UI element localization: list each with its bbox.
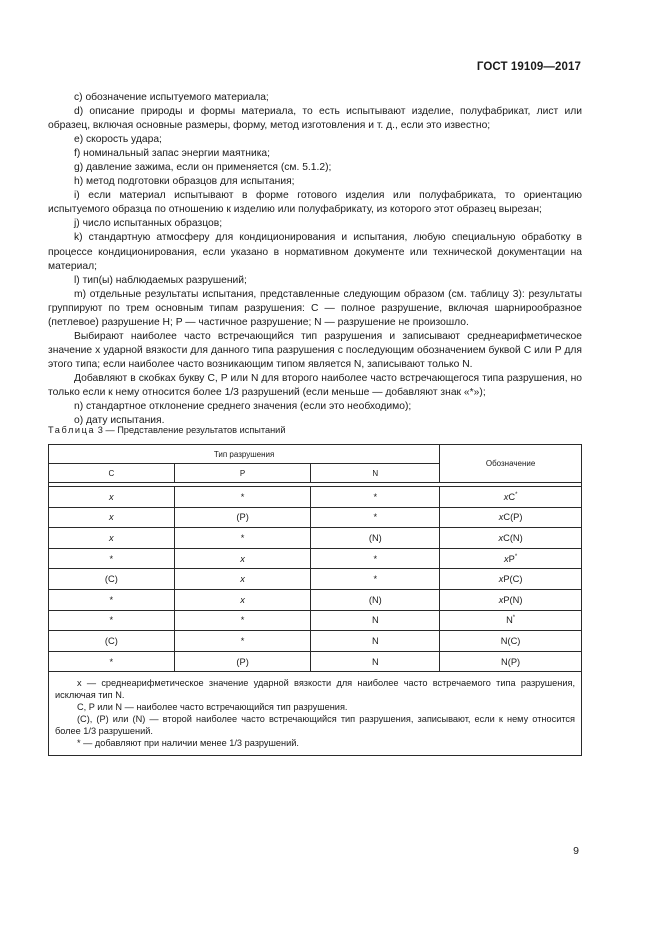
cell-p: x xyxy=(174,569,311,590)
cell-p: x xyxy=(174,548,311,569)
cell-c: * xyxy=(49,651,175,672)
designation-asterisk: * xyxy=(514,553,518,560)
paragraph-j: j) число испытанных образцов; xyxy=(74,218,223,230)
cell-n: * xyxy=(311,569,440,590)
cell-c: * xyxy=(49,610,175,631)
table-row xyxy=(49,487,582,508)
designation-value: xC(P) xyxy=(498,512,523,523)
cell-p: (P) xyxy=(174,651,311,672)
paragraph-o: o) дату испытания. xyxy=(74,415,165,427)
note-x: x — среднеарифметическое значение ударной вязкости для наиболее часто встречаемого типа разрушения, исключая тип N. xyxy=(55,678,575,701)
failure-type-header: Тип разрушения xyxy=(49,445,440,464)
table-notes xyxy=(49,672,582,756)
paragraph-f: f) номинальный запас энергии маятника; xyxy=(74,148,271,160)
cell-p: * xyxy=(174,631,311,652)
cell-designation xyxy=(440,651,582,672)
page-number: 9 xyxy=(573,845,579,857)
paragraph-l: l) тип(ы) наблюдаемых разрушений; xyxy=(74,274,247,286)
cell-p: x xyxy=(174,589,311,610)
table-caption-text: 3 — Представление результатов испытаний xyxy=(95,425,286,435)
cell-c: x xyxy=(49,487,175,508)
cell-c: x xyxy=(49,507,175,528)
paragraph-e: e) скорость удара; xyxy=(74,134,162,146)
cell-p: * xyxy=(174,528,311,549)
cell-c: x xyxy=(49,528,175,549)
designation-asterisk: * xyxy=(512,615,516,622)
table-row xyxy=(49,610,582,631)
cell-designation xyxy=(440,569,582,590)
cell-c: * xyxy=(49,589,175,610)
designation-value: xP(C) xyxy=(498,574,523,585)
cell-n: (N) xyxy=(311,589,440,610)
designation-value: N(C) xyxy=(500,635,521,646)
note-asterisk: * — добавляют при наличии менее 1/3 разрушений. xyxy=(77,738,299,749)
note-second-type: (C), (P) или (N) — второй наиболее часто встречающийся тип разрушения, записывают, если к нему относится более 1/3 разрушений. xyxy=(55,714,575,737)
designation-value: xP xyxy=(503,553,515,564)
cell-n: N xyxy=(311,610,440,631)
designation-value: N(P) xyxy=(501,656,521,667)
paragraph-k: k) стандартную атмосферу для кондиционирования и испытания, любую специальную обработку в процессе кондиционирования, если указано в нормативном документе или технической документации на материал; xyxy=(48,232,582,272)
table-row xyxy=(49,528,582,549)
designation-value: xP(N) xyxy=(498,594,523,605)
designation-value: xC(N) xyxy=(498,532,523,543)
cell-n: (N) xyxy=(311,528,440,549)
note-main-type: C, P или N — наиболее часто встречающийся тип разрушения. xyxy=(77,702,348,713)
cell-designation xyxy=(440,528,582,549)
cell-n: N xyxy=(311,631,440,652)
cell-p: * xyxy=(174,610,311,631)
paragraph-n: n) стандартное отклонение среднего значения (если это необходимо); xyxy=(74,401,412,413)
cell-c: (C) xyxy=(49,631,175,652)
table-row xyxy=(49,507,582,528)
designation-value: xC xyxy=(503,491,516,502)
table-row xyxy=(49,569,582,590)
paragraph-c: c) обозначение испытуемого материала; xyxy=(74,92,269,103)
cell-designation xyxy=(440,487,582,508)
designation-header: Обозначение xyxy=(440,445,582,483)
cell-n: * xyxy=(311,507,440,528)
cell-c: (C) xyxy=(49,569,175,590)
table-row xyxy=(49,548,582,569)
paragraph-h: h) метод подготовки образцов для испытания; xyxy=(74,176,295,188)
table-caption-label: Таблица xyxy=(48,425,96,435)
cell-designation xyxy=(440,631,582,652)
cell-designation xyxy=(440,548,582,569)
paragraph-i: i) если материал испытывают в форме готового изделия или полуфабриката, то ориентацию испытуемого образца по отношению к изделию или полуфабрикату, из которого этот образец вырезан; xyxy=(48,190,582,216)
paragraph-m: m) отдельные результаты испытания, представленные следующим образом (см. таблицу 3): результаты группируют по трем основным типам разрушения: C — полное разрушение, включая шарнирообразное (петлевое) разрушение H; P — частичное разрушение; N — разрушение не произошло. xyxy=(48,288,582,328)
table-row xyxy=(49,589,582,610)
body-text xyxy=(48,91,582,428)
cell-designation xyxy=(440,589,582,610)
column-header-c: C xyxy=(49,464,175,483)
paragraph-add-letter: Добавляют в скобках букву C, P или N для второго наиболее часто встречающегося типа разрушения, но только если к нему относится более 1/3 разрушений (если меньше — добавляют знак «*»); xyxy=(48,372,582,398)
paragraph-d: d) описание природы и формы материала, то есть испытывают изделие, полуфабрикат, лист или образец, включая основные размеры, форму, метод изготовления и т. д., если это известно; xyxy=(48,106,582,132)
cell-n: * xyxy=(311,487,440,508)
cell-p: * xyxy=(174,487,311,508)
results-table xyxy=(48,444,582,756)
table-row xyxy=(49,631,582,652)
paragraph-g: g) давление зажима, если он применяется (см. 5.1.2); xyxy=(74,162,332,174)
column-header-n: N xyxy=(311,464,440,483)
cell-designation xyxy=(440,610,582,631)
table-row xyxy=(49,651,582,672)
paragraph-choose-type: Выбирают наиболее часто встречающийся тип разрушения и записывают среднеарифметическое значение x ударной вязкости для данного типа разрушения с последующим обозначением буквой C или P для этого типа; если наиболее часто возникающим типом является N, записывают только N. xyxy=(48,330,582,370)
document-header: ГОСТ 19109—2017 xyxy=(476,61,581,73)
cell-p: (P) xyxy=(174,507,311,528)
cell-n: N xyxy=(311,651,440,672)
table-caption xyxy=(48,425,285,435)
cell-designation xyxy=(440,507,582,528)
designation-value: N xyxy=(506,615,513,626)
cell-n: * xyxy=(311,548,440,569)
designation-asterisk: * xyxy=(515,491,518,498)
cell-c: * xyxy=(49,548,175,569)
column-header-p: P xyxy=(174,464,311,483)
